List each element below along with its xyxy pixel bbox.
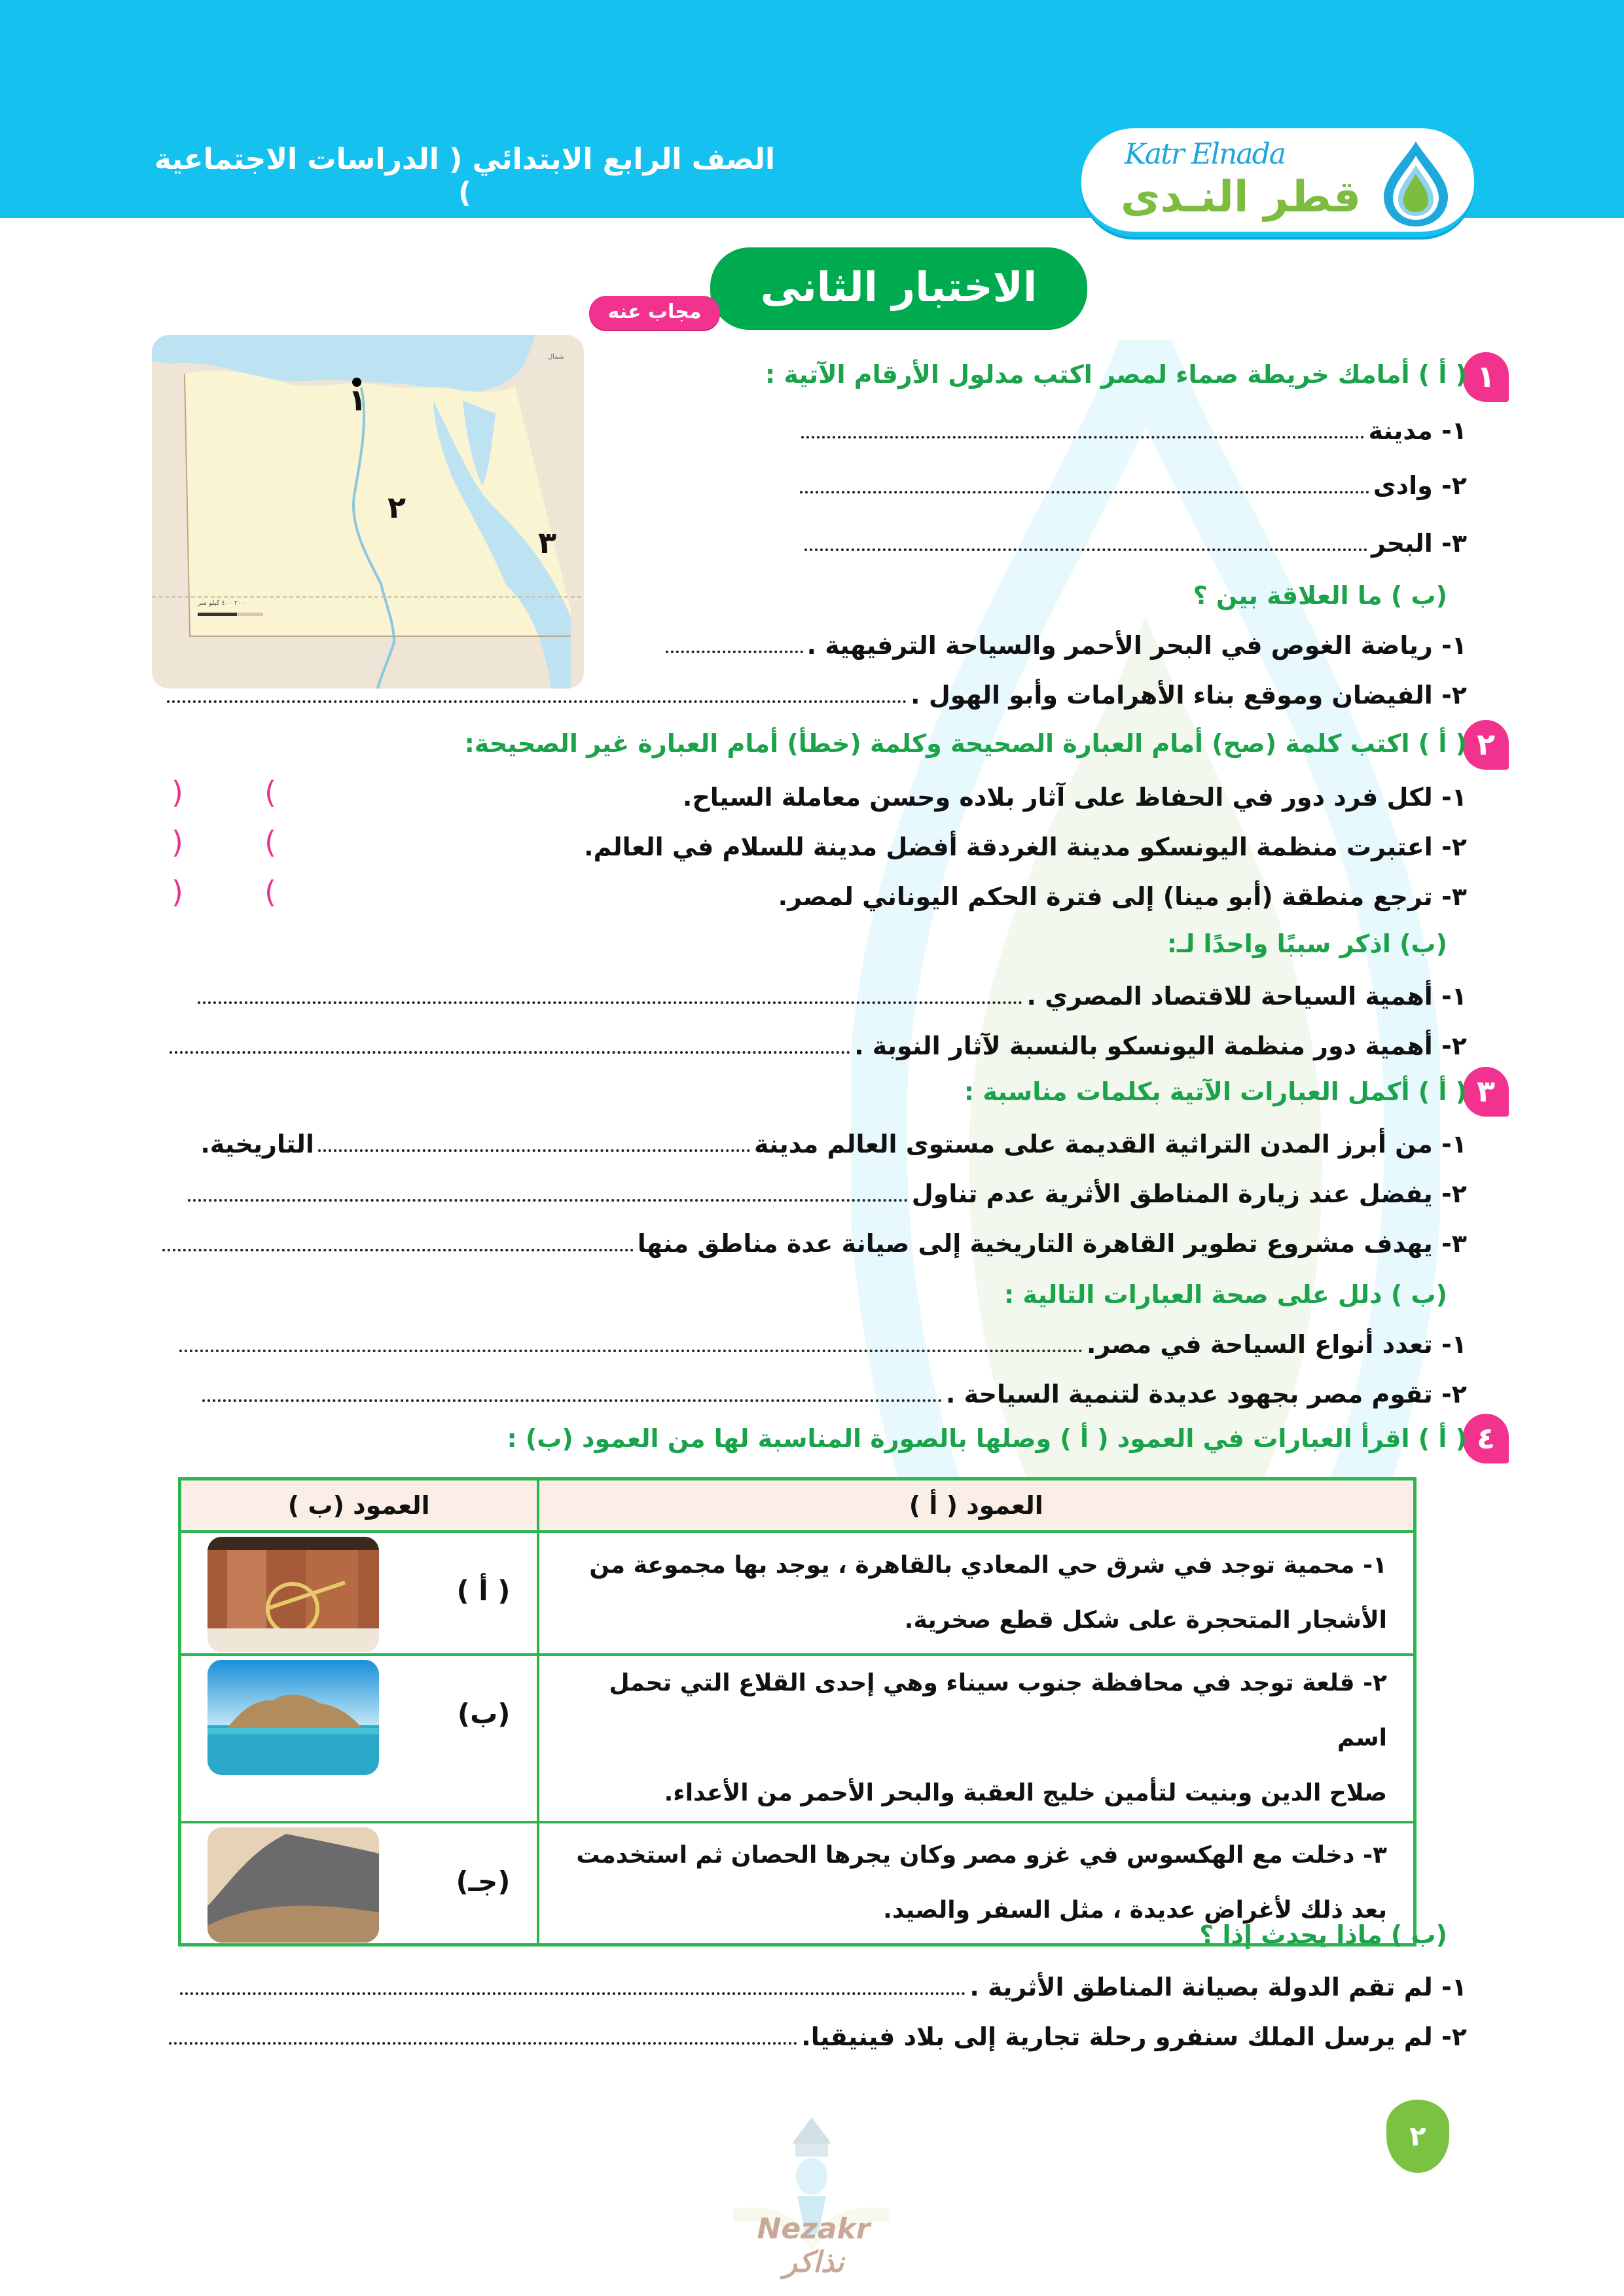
section2-b-item-2: ٢- أهمية دور منظمة اليونسكو بالنسبة لآثار النوبة . (166, 1029, 1467, 1063)
answer-line[interactable] (318, 1140, 750, 1152)
petrified-rocks-photo[interactable] (208, 1827, 379, 1943)
column-a-cell: ٢- قلعة توجد في محافظة جنوب سيناء وهي إحدى القلاع التي تحمل اسم صلاح الدين وبنيت لتأمين خليج العقبة والبحر الأحمر من الأعداء. (538, 1655, 1415, 1822)
answer-line[interactable] (202, 1390, 942, 1402)
column-b-cell[interactable] (180, 1532, 538, 1655)
map-graphic (152, 335, 584, 689)
logo-arabic-text: قطر النـدى (1121, 171, 1362, 222)
open-paren: ( (171, 825, 183, 860)
answer-line[interactable] (162, 1240, 634, 1251)
table-row (180, 1532, 1415, 1655)
answer-line[interactable] (179, 1340, 1083, 1352)
section1-a-item-3: ٣- البحر (801, 526, 1467, 560)
column-b-cell[interactable] (180, 1822, 538, 1945)
section2-a-item-1: ١- لكل فرد دور في الحفاظ على آثار بلاده وحسن معاملة السياح. (682, 783, 1467, 812)
column-b-header: العمود (ب ) (180, 1479, 538, 1532)
map-label-2: ٢ (388, 490, 406, 525)
section2-part-b-heading: (ب) اذكر سببًا واحدًا لـ: (1166, 929, 1447, 958)
table-row (180, 1655, 1415, 1822)
footer-logo-text: Nezakr نذاكر (757, 2212, 871, 2279)
option-label-a: ( أ ) (456, 1574, 511, 1607)
header-title: الصف الرابع الابتدائي ( الدراسات الاجتماعية ) (154, 143, 776, 209)
section2-a-item-3: ٣- ترجع منطقة (أبو مينا) إلى فترة الحكم اليوناني لمصر. (778, 882, 1467, 911)
answer-line[interactable] (167, 691, 907, 703)
column-a-cell: ١- محمية توجد في شرق حي المعادي بالقاهرة ، يوجد بها مجموعة من الأشجار المتحجرة على شكل قطع صخرية. (538, 1532, 1415, 1655)
section2-b-item-1: ١- أهمية السياحة للاقتصاد المصري . (194, 979, 1467, 1013)
chariot-museum-photo[interactable] (208, 1537, 379, 1652)
answer-bracket-3[interactable] (171, 874, 276, 910)
answer-line[interactable] (666, 641, 803, 653)
open-paren: ( (171, 874, 183, 910)
island-citadel-photo[interactable] (208, 1660, 379, 1775)
answer-line[interactable] (188, 1190, 908, 1202)
option-label-c: (جـ) (456, 1865, 511, 1897)
section1-b-item-2: ٢- الفيضان وموقع بناء الأهرامات وأبو الهول . (163, 678, 1467, 712)
answer-line[interactable] (169, 2033, 797, 2045)
answer-line[interactable] (804, 539, 1367, 551)
table-header-row (180, 1479, 1415, 1532)
close-paren: ) (264, 874, 276, 910)
section1-a-item-1: ١- مدينة (797, 414, 1467, 448)
answer-line[interactable] (170, 1042, 850, 1054)
answered-badge: مجاب عنه (589, 296, 720, 330)
section3-b-item-1: ١- تعدد أنواع السياحة في مصر. (175, 1327, 1467, 1361)
answer-line[interactable] (801, 427, 1364, 439)
answer-line[interactable] (800, 482, 1369, 493)
section4-b-item-2: ٢- لم يرسل الملك سنفرو رحلة تجارية إلى بلاد فينيقيا. (165, 2020, 1467, 2054)
section1-a-item-2: ٢- وادى (796, 469, 1467, 503)
section1-b-item-1: ١- رياضة الغوص في البحر الأحمر والسياحة الترفيهية . (662, 628, 1467, 662)
section1-part-b-heading: (ب ) ما العلاقة بين ؟ (1193, 581, 1447, 610)
section2-part-a-heading: ( أ ) اكتب كلمة (صح) أمام العبارة الصحيحة وكلمة (خطأ) أمام العبارة غير الصحيحة: (464, 729, 1467, 758)
map-scale-label: ٢٠٠ ٤٠٠ كيلو متر (198, 600, 245, 607)
page-number: ٢ (1386, 2100, 1449, 2173)
matching-table (178, 1477, 1416, 1946)
section4-part-a-heading: ( أ ) اقرأ العبارات في العمود ( أ ) وصلها بالصورة المناسبة لها من العمود (ب) : (507, 1424, 1467, 1453)
section3-a-item-3: ٣- يهدف مشروع تطوير القاهرة التاريخية إلى صيانة عدة مناطق منها (158, 1227, 1467, 1261)
answer-bracket-1[interactable] (171, 775, 276, 810)
section4-part-b-heading: (ب ) ماذا يحدث إذا ؟ (1199, 1920, 1447, 1949)
section-badge-2: ٢ (1463, 720, 1509, 770)
close-paren: ) (264, 825, 276, 860)
section-badge-3: ٣ (1463, 1067, 1509, 1117)
section2-a-item-2: ٢- اعتبرت منظمة اليونسكو مدينة الغردقة أفضل مدينة للسلام في العالم. (584, 833, 1467, 861)
section3-part-b-heading: (ب ) دلل على صحة العبارات التالية : (1004, 1280, 1447, 1309)
section-badge-4: ٤ (1463, 1414, 1509, 1463)
section4-b-item-1: ١- لم تقم الدولة بصيانة المناطق الأثرية . (176, 1970, 1467, 2004)
column-a-cell: ٣- دخلت مع الهكسوس في غزو مصر وكان يجرها الحصان ثم استخدمت بعد ذلك لأغراض عديدة ، مثل السفر والصيد. (538, 1822, 1415, 1945)
close-paren: ) (264, 775, 276, 810)
section3-b-item-2: ٢- تقوم مصر بجهود عديدة لتنمية السياحة . (198, 1377, 1467, 1411)
map-label-1: ١ (348, 382, 367, 418)
column-b-cell[interactable] (180, 1655, 538, 1822)
option-label-b: (ب) (457, 1697, 511, 1730)
answer-bracket-2[interactable] (171, 825, 276, 860)
section1-part-a-heading: ( أ ) أمامك خريطة صماء لمصر اكتب مدلول الأرقام الآتية : (765, 360, 1467, 389)
section-badge-1: ١ (1463, 352, 1509, 402)
section3-a-item-2: ٢- يفضل عند زيارة المناطق الأثرية عدم تناول (184, 1177, 1467, 1211)
brand-logo (1081, 128, 1474, 237)
answer-line[interactable] (198, 992, 1022, 1004)
map-label-3: ٣ (538, 525, 557, 560)
answer-line[interactable] (180, 1983, 965, 1995)
open-paren: ( (171, 775, 183, 810)
column-a-header: العمود ( أ ) (538, 1479, 1415, 1532)
test-title: الاختبار الثانى (710, 247, 1087, 330)
section3-a-item-1: ١- من أبرز المدن التراثية القديمة على مستوى العالم مدينةالتاريخية. (200, 1130, 1467, 1158)
egypt-blank-map (152, 335, 584, 689)
compass-rose-icon: شمال (548, 353, 564, 361)
water-drop-icon (1380, 139, 1452, 229)
logo-latin-text: Katr Elnada (1125, 137, 1285, 171)
section3-part-a-heading: ( أ ) أكمل العبارات الآتية بكلمات مناسبة : (964, 1077, 1467, 1106)
